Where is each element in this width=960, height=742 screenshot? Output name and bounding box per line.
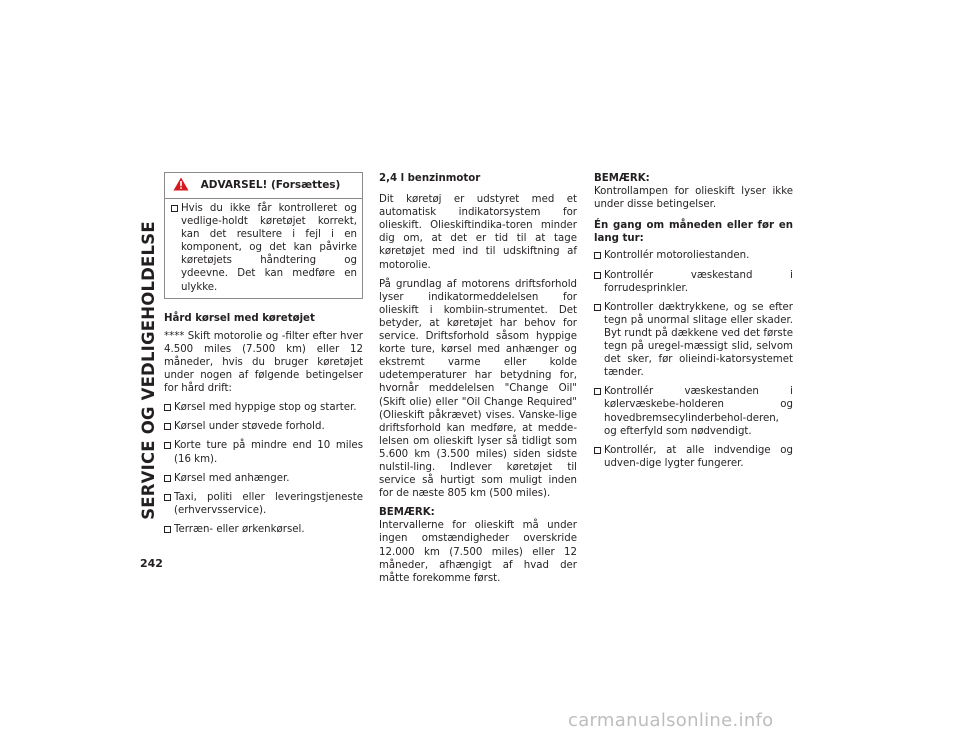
- list-item: Kontrollér væskestanden i kølervæskebe-holderen og hovedbremsecylinderbehol-deren, og efterfyld som nødvendigt.: [594, 385, 793, 437]
- monthly-heading: Én gang om måneden eller før en lang tur:: [594, 220, 793, 245]
- hard-driving-heading: Hård kørsel med køretøjet: [164, 312, 315, 324]
- monthly-list: [594, 249, 793, 469]
- note-label: BEMÆRK:: [379, 507, 435, 519]
- engine-paragraph: På grundlag af motorens driftsforhold lyser indikatormeddelelsen for olieskift i kombiin-strumentet. Det betyder, at køretøjet har behov for service. Driftsforhold såsom hyppige korte ture, kørsel med anhænger og ekstremt varme eller kolde udetemperaturer har betydning for, hvornår meddelelsen "Change Oil" (Skift olie) eller "Oil Change Required" (Olieskift påkrævet) vises. Vanske-lige driftsforhold kan medføre, at medde-lelsen om olieskift lyser så tidligt som 5.600 km (3.500 miles) siden sidste nulstil-ling. Indlever køretøjet til service så hurtigt som muligt inden for de næste 805 km (500 miles).: [379, 278, 577, 500]
- note-text: Intervallerne for olieskift må under ingen omstændigheder overskride 12.000 km (7.500 miles) eller 12 måneder, afhængigt af hvad der måtte forekomme først.: [379, 520, 577, 584]
- hard-driving-list: [164, 401, 363, 536]
- section-title-text: SERVICE OG VEDLIGEHOLDELSE: [138, 220, 158, 520]
- list-item: Kørsel med hyppige stop og starter.: [164, 401, 363, 414]
- warning-header: [165, 173, 362, 199]
- warning-box: [164, 172, 363, 299]
- note-label: BEMÆRK:: [594, 173, 650, 184]
- hard-driving-intro: **** Skift motorolie og -filter efter hver 4.500 miles (7.500 km) eller 12 måneder, hvis du bruger køretøjet under nogen af følgende betingelser for hård drift:: [164, 330, 363, 395]
- list-item: Kontrollér, at alle indvendige og udven-dige lygter fungerer.: [594, 444, 793, 470]
- list-item: Korte ture på mindre end 10 miles (16 km).: [164, 439, 363, 465]
- section-side-title: [134, 170, 162, 570]
- column-left: [164, 170, 363, 542]
- page-number: 242: [140, 557, 163, 570]
- warning-triangle-icon: [173, 177, 189, 191]
- watermark: carmanualsonline.info: [568, 710, 774, 731]
- list-item: Kontrollér motoroliestanden.: [594, 249, 793, 262]
- list-item: Kontroller dæktrykkene, og se efter tegn på unormal slitage eller skader. Byt rundt på dækkene ved det første tegn på uregel-mæssigt slid, selvom det sker, før olieindi-katorsystemet tænder.: [594, 301, 793, 380]
- warning-body: [165, 199, 362, 294]
- engine-paragraph: Dit køretøj er udstyret med et automatisk indikatorsystem for olieskift. Olieskiftindika-toren minder dig om, at det er tid til at tage køretøjet med ind til udskiftning af motorolie.: [379, 194, 577, 271]
- list-item: Kørsel med anhænger.: [164, 472, 363, 485]
- list-item: Terræn- eller ørkenkørsel.: [164, 523, 363, 536]
- list-item: Kontrollér væskestand i forrudesprinkler.: [594, 269, 793, 295]
- column-right: [594, 170, 793, 476]
- column-middle: [379, 170, 577, 591]
- warning-item: Hvis du ikke får kontrolleret og vedlige-holdt køretøjet korrekt, kan det resultere i fejl i en komponent, og det kan påvirke køretøjets håndtering og ydeevne. Det kan medføre en ulykke.: [171, 202, 357, 294]
- note-text: Kontrollampen for olieskift lyser ikke under disse betingelser.: [594, 186, 793, 211]
- list-item: Taxi, politi eller leveringstjeneste (erhvervsservice).: [164, 491, 363, 517]
- engine-heading: 2,4 l benzinmotor: [379, 173, 481, 184]
- list-item: Kørsel under støvede forhold.: [164, 420, 363, 433]
- warning-title: ADVARSEL! (Forsættes): [200, 178, 341, 191]
